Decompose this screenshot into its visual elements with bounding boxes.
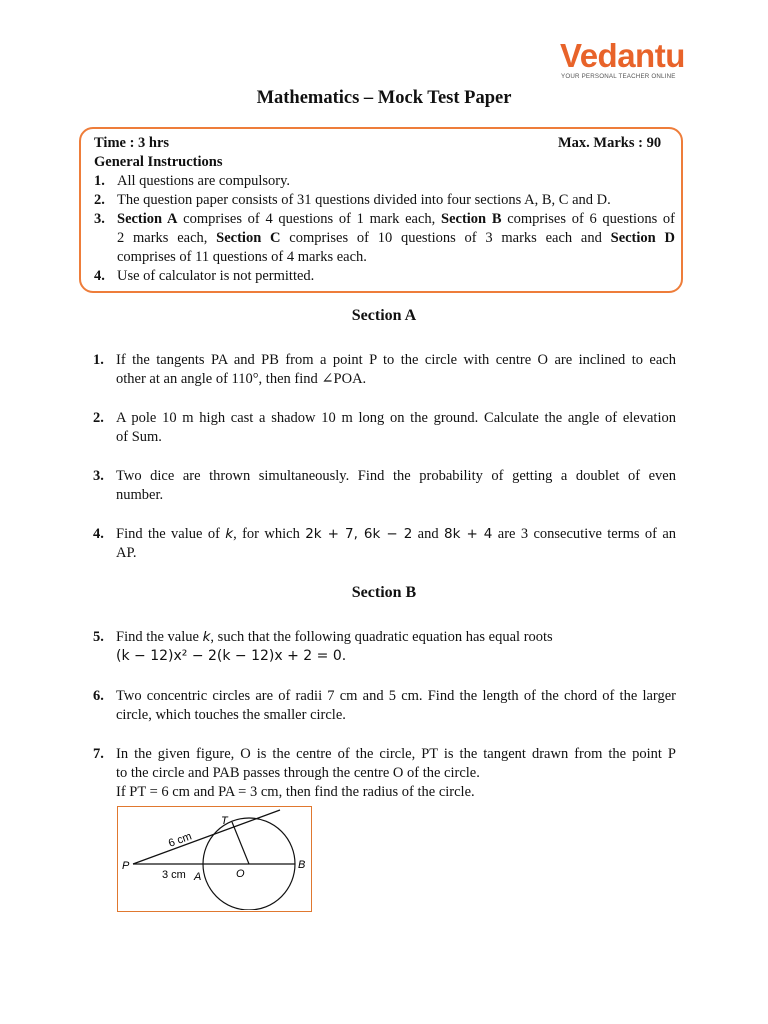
- question-number: 2.: [93, 410, 104, 426]
- label-p: P: [122, 860, 130, 872]
- instruction-number: 3.: [94, 211, 105, 227]
- question-number: 7.: [93, 746, 104, 762]
- instruction-number: 4.: [94, 268, 105, 284]
- question-text: Find the value k, such that the following quadratic equation has equal roots (k − 12)x² − 2(k − 12)x + 2 = 0.: [116, 628, 676, 666]
- section-b-heading: Section B: [351, 584, 417, 601]
- label-a: A: [194, 871, 202, 883]
- question-text: If the tangents PA and PB from a point P to the circle with centre O are inclined to each other at an angle of 110°, then find ∠POA.: [116, 352, 676, 387]
- logo-tagline: YOUR PERSONAL TEACHER ONLINE: [561, 73, 676, 80]
- label-t: T: [221, 815, 228, 827]
- logo-wordmark: Vedantu: [560, 37, 685, 74]
- question-text: In the given figure, O is the centre of the circle, PT is the tangent drawn from the point P to the circle and PAB passes through the centre O of the circle. If PT = 6 cm and PA = 3 cm, then find the radius of the circle.: [116, 746, 676, 800]
- question-text: A pole 10 m high cast a shadow 10 m long on the ground. Calculate the angle of elevation of Sum.: [116, 410, 676, 445]
- question-number: 3.: [93, 468, 104, 484]
- instruction-text: Use of calculator is not permitted.: [117, 268, 315, 284]
- instruction-number: 1.: [94, 173, 105, 189]
- label-pt-length: 6 cm: [166, 830, 194, 850]
- radius-ot: [232, 822, 249, 864]
- label-b: B: [298, 859, 306, 871]
- instructions-heading: General Instructions: [94, 154, 223, 170]
- question-text: Two dice are thrown simultaneously. Find the probability of getting a doublet of even number.: [116, 468, 676, 503]
- quadratic-equation: (k − 12)x² − 2(k − 12)x + 2 = 0.: [116, 648, 347, 664]
- time-label: Time : 3 hrs: [94, 135, 170, 151]
- instruction-number: 2.: [94, 192, 105, 208]
- question-number: 6.: [93, 688, 104, 704]
- question-number: 5.: [93, 629, 104, 645]
- question-text: Find the value of k, for which 2k + 7, 6k − 2 and 8k + 4 are 3 consecutive terms of an AP.: [116, 526, 676, 561]
- label-pa-length: 3 cm: [162, 869, 186, 881]
- question-number: 1.: [93, 352, 104, 368]
- page-title: Mathematics – Mock Test Paper: [256, 88, 512, 108]
- label-o: O: [236, 868, 245, 880]
- max-marks-label: Max. Marks : 90: [558, 135, 662, 151]
- section-a-heading: Section A: [351, 307, 417, 324]
- question-text: Two concentric circles are of radii 7 cm and 5 cm. Find the length of the chord of the larger circle, which touches the smaller circle.: [116, 688, 676, 723]
- instruction-text: The question paper consists of 31 questions divided into four sections A, B, C and D.: [117, 192, 611, 208]
- instruction-text: Section A comprises of 4 questions of 1 mark each, Section B comprises of 6 questions of 2 marks each, Section C comprises of 10 questions of 3 marks each and Section D comprises of 11 questions of 4 marks each.: [117, 211, 675, 265]
- instruction-text: All questions are compulsory.: [117, 173, 291, 189]
- question-number: 4.: [93, 526, 104, 542]
- instructions-box: [79, 127, 683, 293]
- tangent-circle-figure: [117, 806, 312, 912]
- figure-diagram: [118, 807, 310, 910]
- vedantu-logo: [560, 37, 685, 84]
- tangent-line-pt: [133, 810, 280, 864]
